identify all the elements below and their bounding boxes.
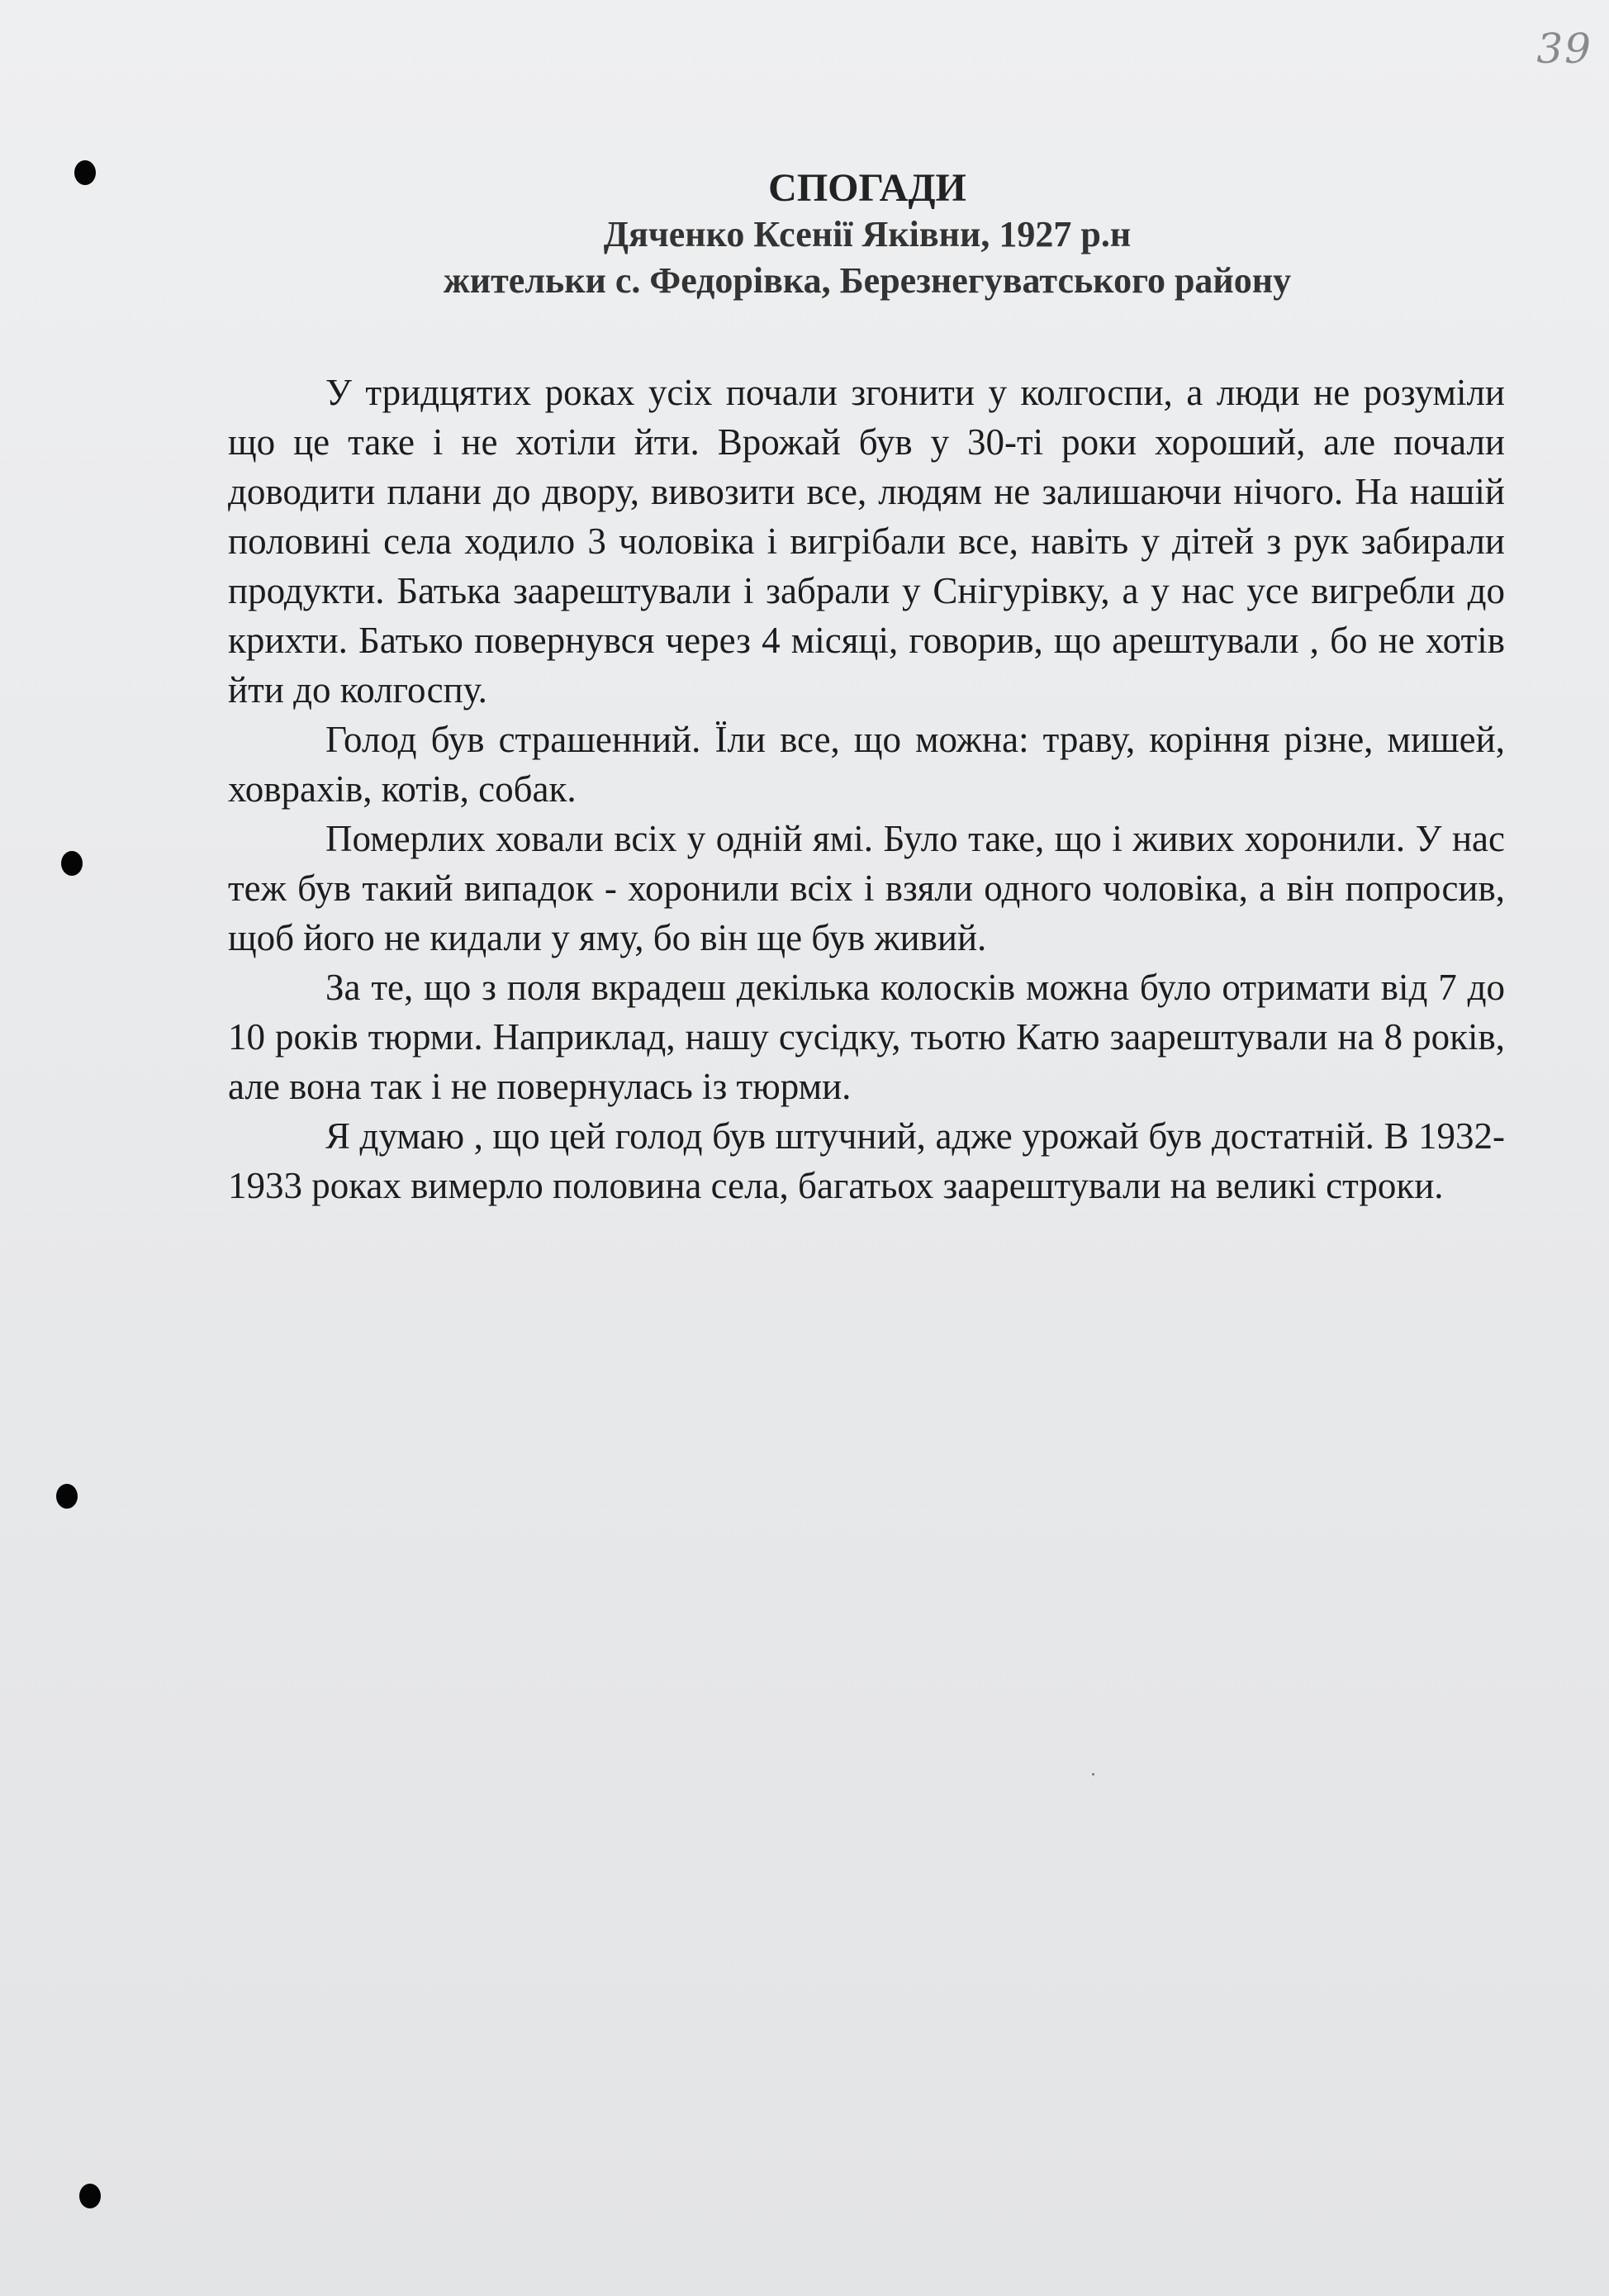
document-title: СПОГАДИ [768,166,966,210]
paragraph: Голод був страшенний. Їли все, що можна: траву, коріння різне, мишей, ховрахів, котів, собак. [228,719,1505,810]
author-line: Дяченко Ксенії Яківни, 1927 р.н [603,214,1132,254]
punch-hole [61,851,83,876]
paper-speck [1092,1773,1094,1775]
residence-line: жительки с. Федорівка, Березнегуватського району [443,260,1292,301]
memoir-body [228,368,1505,1210]
paragraph: Померлих ховали всіх у одній ямі. Було таке, що і живих хоронили. У нас теж був такий випадок - хоронили всіх і взяли одного чоловіка, а він попросив, щоб його не кидали у яму, бо він ще був живий. [228,818,1505,958]
punch-hole [56,1484,78,1509]
paragraph: Я думаю , що цей голод був штучний, адже урожай був достатній. В 1932-1933 роках вимерло половина села, багатьох заарештували на великі строки. [228,1115,1505,1206]
document-header [0,165,1609,304]
page-number: 39 [1536,25,1592,73]
paragraph: За те, що з поля вкрадеш декілька колосків можна було отримати від 7 до 10 років тюрми. Наприклад, нашу сусідку, тьотю Катю заарештували на 8 років, але вона так і не повернулась із тюрми. [228,967,1505,1107]
punch-hole [79,2184,101,2208]
paragraph: У тридцятих роках усіх почали згонити у колгоспи, а люди не розуміли що це таке і не хотіли йти. Врожай був у 30-ті роки хороший, але почали доводити плани до двору, вивозити все, людям не залишаючи нічого. На нашій половині села ходило 3 чоловіка і вигрібали все, навіть у дітей з рук забирали продукти. Батька заарештували і забрали у Снігурівку, а у нас усе вигребли до крихти. Батько повернувся через 4 місяці, говорив, що арештували , бо не хотів йти до колгоспу. [228,372,1505,711]
